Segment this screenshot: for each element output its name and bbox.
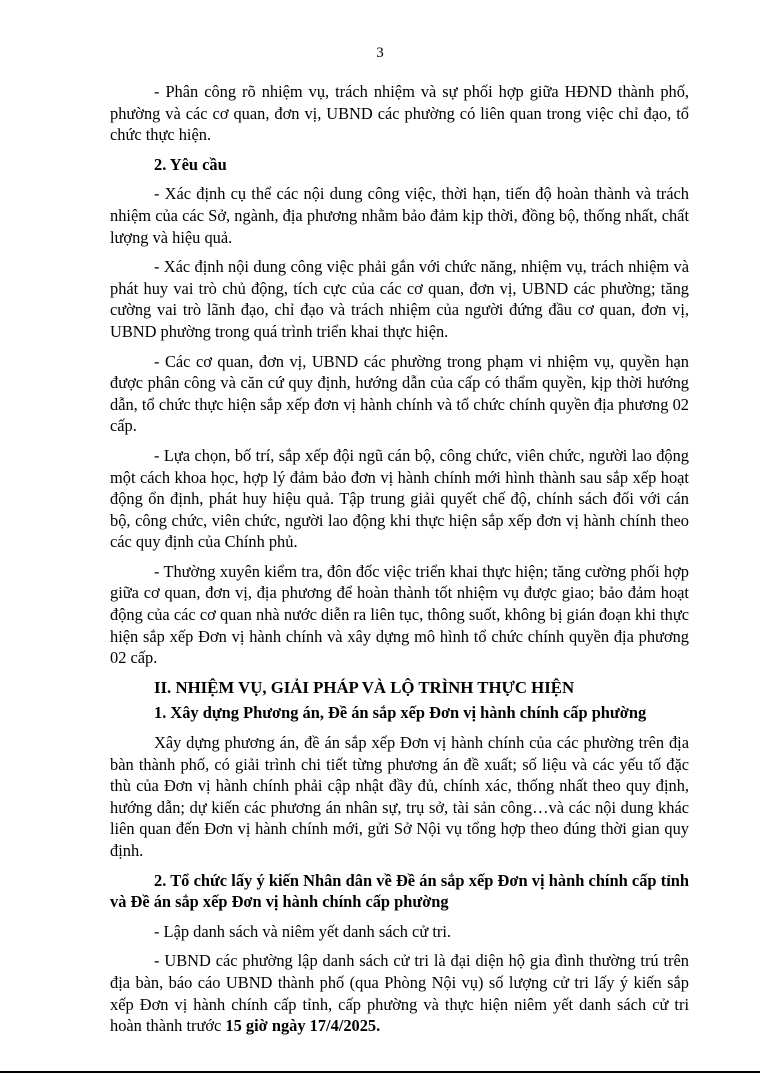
- paragraph-lua-chon: - Lựa chọn, bố trí, sắp xếp đội ngũ cán bộ, công chức, viên chức, người lao động một cách khoa học, hợp lý đảm bảo đơn vị hành chính mới hình thành sau sắp xếp hoạt động ổn định, phát huy hiệu quả. Tập trung giải quyết chế độ, chính sách đối với cán bộ, công chức, viên chức, người lao động khi thực hiện sắp xếp đơn vị hành chính theo các quy định của Chính phủ.: [110, 445, 689, 552]
- paragraph-lap-danh-sach: - Lập danh sách và niêm yết danh sách cử tri.: [154, 921, 451, 941]
- bottom-rule: [0, 1071, 760, 1073]
- heading-yeu-cau: 2. Yêu cầu: [154, 154, 227, 174]
- heading-xay-dung-phuong-an: 1. Xây dựng Phương án, Đề án sắp xếp Đơn vị hành chính cấp phường: [154, 703, 647, 723]
- heading-to-chuc-lay-y-kien: 2. Tổ chức lấy ý kiến Nhân dân về Đề án sắp xếp Đơn vị hành chính cấp tỉnh và Đề án sắp xếp Đơn vị hành chính cấp phường: [110, 870, 689, 912]
- paragraph-thuong-xuyen: - Thường xuyên kiểm tra, đôn đốc việc triển khai thực hiện; tăng cường phối hợp giữa cơ quan, đơn vị, địa phương để hoàn thành tốt nhiệm vụ được giao; bảo đảm hoạt động của các cơ quan nhà nước diễn ra liên tục, thông suốt, không bị gián đoạn khi thực hiện sắp xếp Đơn vị hành chính và xây dựng mô hình tổ chức chính quyền địa phương 02 cấp.: [110, 561, 689, 668]
- deadline-text: 15 giờ ngày 17/4/2025.: [225, 1016, 381, 1036]
- paragraph-cac-co-quan: - Các cơ quan, đơn vị, UBND các phường trong phạm vi nhiệm vụ, quyền hạn được phân công và căn cứ quy định, hướng dẫn của cấp có thẩm quyền, kịp thời hướng dẫn, tổ chức thực hiện sắp xếp đơn vị hành chính và tổ chức chính quyền địa phương 02 cấp.: [110, 351, 689, 436]
- paragraph-ubnd-cac-phuong: [110, 950, 689, 1036]
- heading-section-ii: II. NHIỆM VỤ, GIẢI PHÁP VÀ LỘ TRÌNH THỰC HIỆN: [154, 677, 575, 697]
- paragraph-xac-dinh-noi-dung: - Xác định nội dung công việc phải gắn với chức năng, nhiệm vụ, trách nhiệm và phát huy vai trò chủ động, tích cực của các cơ quan, đơn vị, UBND các phường; tăng cường vai trò lãnh đạo, chỉ đạo và trách nhiệm của người đứng đầu cơ quan, đơn vị, UBND phường trong quá trình triển khai thực hiện.: [110, 257, 689, 341]
- paragraph-xac-dinh-cu-the: - Xác định cụ thể các nội dung công việc, thời hạn, tiến độ hoàn thành và trách nhiệm của các Sở, ngành, địa phương nhằm bảo đảm kịp thời, đồng bộ, thống nhất, chất lượng và hiệu quả.: [110, 184, 689, 247]
- paragraph-phan-cong: - Phân công rõ nhiệm vụ, trách nhiệm và sự phối hợp giữa HĐND thành phố, phường và các cơ quan, đơn vị, UBND các phường có liên quan trong việc chỉ đạo, tổ chức thực hiện.: [110, 82, 689, 145]
- document-body: [110, 81, 689, 1045]
- paragraph-xay-dung: Xây dựng phương án, đề án sắp xếp Đơn vị hành chính của các phường trên địa bàn thành phố, có giải trình chi tiết từng phương án đề xuất; số liệu và các yếu tố đặc thù của Đơn vị hành chính phải cập nhật đầy đủ, chính xác, thống nhất theo quy định, hướng dẫn; dự kiến các phương án nhân sự, trụ sở, tài sản công…và các nội dung khác liên quan đến Đơn vị hành chính mới, gửi Sở Nội vụ tổng hợp theo đúng thời gian quy định.: [110, 733, 689, 860]
- paragraph-ubnd-text: - UBND các phường lập danh sách cử tri là đại diện hộ gia đình thường trú trên địa bàn, báo cáo UBND thành phố (qua Phòng Nội vụ) số lượng cử tri lấy ý kiến sắp xếp Đơn vị hành chính cấp tỉnh, cấp phường và thực hiện niêm yết danh sách cử tri hoàn thành trước: [110, 951, 689, 1036]
- page-number: 3: [376, 45, 384, 61]
